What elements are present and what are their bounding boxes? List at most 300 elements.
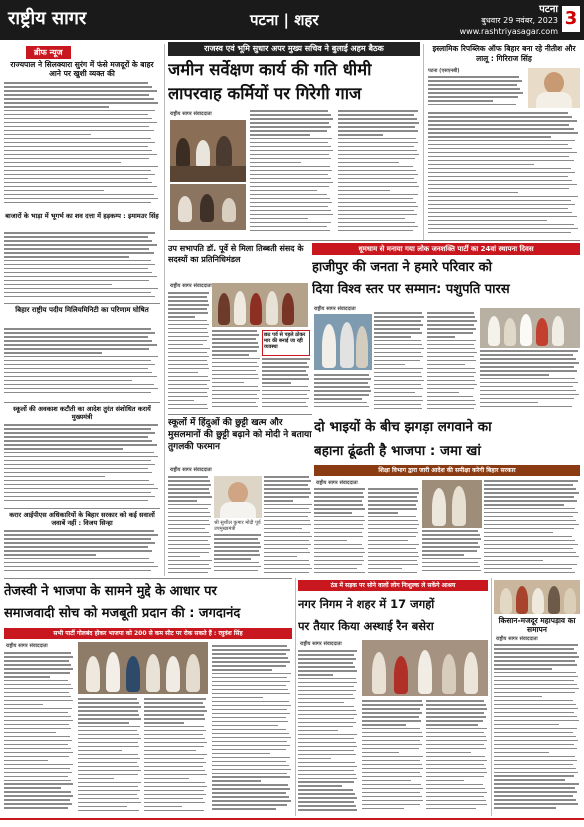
holiday-body-1 (168, 476, 212, 576)
tejashwi-band: सभी पार्टी गोलबंद होकर भाजपा को 200 से कम सीट पर रोक सकते हैं : रघुवंश सिंह (4, 628, 292, 639)
text-line (4, 452, 154, 454)
text-line (422, 562, 478, 564)
text-line (298, 686, 354, 688)
text-line (212, 761, 286, 763)
farmer-byline: राष्ट्रीय सागर संवाददाता (496, 636, 538, 642)
text-line (262, 374, 308, 376)
text-line (298, 682, 357, 684)
text-line (78, 738, 141, 740)
text-line (250, 130, 327, 132)
text-line (298, 666, 355, 668)
text-line (338, 158, 415, 160)
text-line (212, 653, 286, 655)
text-line (368, 552, 418, 554)
text-line (4, 194, 154, 196)
text-line (4, 768, 70, 770)
text-line (484, 548, 573, 550)
text-line (4, 566, 158, 568)
text-line (4, 668, 73, 670)
tejashwi-body-3 (144, 698, 208, 814)
text-line (374, 316, 424, 318)
text-line (262, 358, 310, 360)
text-line (298, 778, 357, 780)
text-line (78, 782, 141, 784)
text-line (168, 556, 200, 558)
text-line (368, 516, 416, 518)
text-line (494, 676, 578, 678)
text-line (484, 540, 575, 542)
text-line (212, 693, 290, 695)
text-line (78, 806, 127, 808)
text-line (374, 324, 423, 326)
text-line (484, 516, 573, 518)
text-line (374, 396, 422, 398)
text-line (494, 652, 577, 654)
text-line (428, 180, 572, 182)
text-line (4, 728, 71, 730)
text-line (264, 568, 312, 570)
text-line (427, 324, 474, 326)
text-line (4, 656, 73, 658)
text-line (494, 732, 573, 734)
text-line (494, 672, 576, 674)
text-line (212, 342, 258, 344)
text-line (484, 532, 553, 534)
text-line (428, 92, 523, 94)
text-line (250, 110, 328, 112)
text-line (212, 749, 286, 751)
text-line (4, 428, 151, 430)
text-line (484, 492, 579, 494)
text-line (362, 720, 421, 722)
farmer-photo (494, 580, 580, 614)
text-line (338, 134, 383, 136)
text-line (338, 190, 390, 192)
text-line (144, 754, 207, 756)
text-line (168, 380, 210, 382)
text-line (426, 796, 484, 798)
text-line (144, 714, 204, 716)
text-line (427, 336, 455, 338)
text-line (78, 710, 138, 712)
text-line (250, 218, 308, 220)
text-line (494, 752, 549, 754)
text-line (4, 803, 72, 805)
masthead-website: www.rashtriyasagar.com (459, 27, 558, 36)
text-line (298, 754, 356, 756)
text-line (168, 532, 209, 534)
ljp-headline-1: हाजीपुर की जनता ने हमारे परिवार को (312, 260, 493, 275)
text-line (144, 710, 207, 712)
text-line (298, 662, 353, 664)
text-line (338, 154, 419, 156)
text-line (427, 360, 476, 362)
text-line (78, 750, 122, 752)
text-line (168, 308, 207, 310)
text-line (484, 520, 576, 522)
text-line (212, 350, 257, 352)
text-line (4, 456, 158, 458)
text-line (262, 390, 310, 392)
text-line (428, 200, 571, 202)
text-line (298, 766, 357, 768)
text-line (212, 705, 291, 707)
text-line (264, 560, 309, 562)
text-line (494, 680, 574, 682)
text-line (422, 546, 480, 548)
text-line (422, 558, 481, 560)
bjp-headline-2: बहाना ढूंढती है भाजपा : जमा खां (314, 443, 481, 459)
text-line (426, 800, 486, 802)
text-line (4, 268, 148, 270)
text-line (427, 376, 474, 378)
text-line (298, 785, 342, 787)
text-line (428, 228, 578, 230)
text-line (426, 744, 484, 746)
text-line (338, 170, 416, 172)
text-line (298, 702, 344, 704)
text-line (4, 795, 73, 797)
text-line (168, 344, 203, 346)
text-line (484, 564, 577, 566)
text-line (4, 158, 149, 160)
text-line (4, 752, 73, 754)
text-line (264, 572, 309, 574)
text-line (168, 560, 212, 562)
pulse-story-body-1 (168, 292, 210, 412)
text-line (4, 448, 123, 450)
text-line (4, 488, 158, 490)
text-line (422, 534, 480, 536)
text-line (4, 276, 157, 278)
text-line (250, 226, 327, 228)
text-line (314, 516, 364, 518)
text-line (362, 704, 423, 706)
text-line (374, 348, 424, 350)
text-line (427, 388, 474, 390)
section-title: पटना | शहर (250, 11, 319, 29)
text-line (428, 220, 547, 222)
text-line (314, 524, 363, 526)
text-line (484, 528, 574, 530)
text-line (168, 480, 210, 482)
text-line (298, 809, 357, 811)
text-line (338, 218, 405, 220)
text-line (4, 744, 68, 746)
text-line (4, 244, 157, 246)
text-line (250, 158, 331, 160)
text-line (428, 104, 516, 106)
text-line (374, 344, 422, 346)
text-line (78, 714, 139, 716)
text-line (494, 772, 578, 774)
text-line (314, 532, 362, 534)
text-line (212, 657, 288, 659)
text-line (494, 740, 578, 742)
text-line (4, 150, 152, 152)
text-line (428, 80, 522, 82)
text-line (168, 400, 194, 402)
column-divider (423, 44, 424, 240)
text-line (338, 230, 413, 232)
meeting-photo-2 (170, 184, 246, 230)
text-line (262, 382, 291, 384)
text-line (212, 701, 289, 703)
text-line (338, 226, 418, 228)
text-line (338, 138, 416, 140)
text-line (78, 726, 140, 728)
text-line (4, 732, 56, 734)
text-line (168, 504, 211, 506)
text-line (144, 774, 207, 776)
text-line (78, 766, 139, 768)
inset-title: छठ पर्व से पहले ठोकर मार की बनाई जा रही व्यवस्था (264, 332, 306, 350)
text-line (4, 700, 73, 702)
text-line (250, 194, 327, 196)
text-line (144, 734, 203, 736)
text-line (426, 732, 484, 734)
text-line (4, 688, 73, 690)
text-line (338, 186, 419, 188)
text-line (168, 508, 208, 510)
top-story-body-1 (250, 110, 334, 234)
text-line (362, 712, 422, 714)
text-line (426, 708, 487, 710)
text-line (250, 182, 333, 184)
text-line (212, 792, 286, 794)
text-line (168, 352, 207, 354)
text-line (480, 406, 572, 408)
text-line (4, 684, 71, 686)
text-line (78, 770, 141, 772)
text-line (484, 496, 574, 498)
text-line (144, 778, 189, 780)
text-line (374, 352, 421, 354)
text-line (422, 566, 480, 568)
text-line (212, 390, 260, 392)
text-line (426, 768, 486, 770)
text-line (362, 796, 422, 798)
text-line (494, 708, 578, 710)
text-line (494, 768, 576, 770)
text-line (4, 500, 148, 502)
text-line (427, 344, 474, 346)
text-line (264, 540, 309, 542)
text-line (78, 762, 137, 764)
text-line (494, 648, 574, 650)
text-line (144, 726, 204, 728)
column-divider (295, 578, 296, 816)
text-line (480, 366, 574, 368)
text-line (4, 272, 152, 274)
text-line (4, 444, 157, 446)
text-line (4, 472, 152, 474)
section-rule (4, 578, 292, 579)
text-line (264, 532, 310, 534)
text-line (426, 792, 487, 794)
text-line (494, 660, 575, 662)
text-line (480, 370, 577, 372)
text-line (314, 500, 362, 502)
tejashwi-body-4 (212, 645, 292, 814)
text-line (4, 154, 157, 156)
text-line (480, 350, 578, 352)
text-line (484, 544, 578, 546)
text-line (168, 496, 212, 498)
text-line (428, 84, 517, 86)
text-line (338, 194, 418, 196)
text-line (4, 570, 151, 572)
text-line (168, 368, 209, 370)
text-line (428, 232, 571, 234)
text-line (250, 138, 332, 140)
text-line (4, 344, 157, 346)
text-line (374, 360, 420, 362)
text-line (168, 564, 209, 566)
text-line (4, 102, 158, 104)
text-line (4, 704, 43, 706)
text-line (314, 382, 368, 384)
text-line (250, 166, 330, 168)
text-line (4, 260, 151, 262)
text-line (4, 292, 151, 294)
text-line (4, 82, 148, 84)
text-line (374, 404, 421, 406)
text-line (250, 214, 333, 216)
text-line (428, 116, 572, 118)
text-line (374, 376, 422, 378)
rain-basera-photo (362, 640, 488, 696)
giriraj-photo (528, 68, 580, 108)
text-line (168, 332, 208, 334)
text-line (168, 340, 207, 342)
rjd-meeting-photo (78, 642, 208, 694)
text-line (250, 118, 333, 120)
text-line (494, 724, 559, 726)
text-line (4, 672, 70, 674)
text-line (250, 190, 317, 192)
text-line (314, 520, 365, 522)
text-line (338, 174, 418, 176)
text-line (168, 356, 209, 358)
text-line (338, 118, 417, 120)
text-line (428, 192, 518, 194)
text-line (338, 214, 417, 216)
text-line (4, 799, 70, 801)
tejashwi-byline: राष्ट्रीय सागर संवाददाता (6, 643, 48, 649)
text-line (214, 558, 251, 560)
text-line (212, 661, 290, 663)
text-line (4, 720, 73, 722)
text-line (368, 492, 419, 494)
text-line (338, 198, 413, 200)
text-line (314, 504, 363, 506)
text-line (428, 204, 575, 206)
text-line (264, 528, 302, 530)
text-line (314, 556, 363, 558)
brief-headline-4: स्कूलों की अवकाश कटौती का आदेश तुरंत संशोधित करायें मुख्यमंत्री (4, 402, 160, 421)
bjp-body-2 (368, 488, 420, 576)
text-line (427, 396, 473, 398)
text-line (428, 88, 520, 90)
text-line (374, 368, 423, 370)
text-line (262, 402, 306, 404)
text-line (298, 710, 356, 712)
text-line (212, 765, 289, 767)
text-line (212, 721, 288, 723)
text-line (4, 432, 155, 434)
top-story-kicker: राजस्व एवं भूमि सुधार अपर मुख्य सचिव ने बुलाई अहम बैठक (168, 42, 420, 56)
text-line (4, 484, 154, 486)
text-line (168, 328, 207, 330)
text-line (4, 692, 69, 694)
text-line (4, 476, 105, 478)
text-line (262, 398, 309, 400)
text-line (212, 713, 290, 715)
text-line (484, 568, 572, 570)
brief-body-1 (4, 82, 160, 208)
text-line (362, 788, 423, 790)
text-line (4, 748, 71, 750)
text-line (374, 392, 415, 394)
text-line (484, 536, 572, 538)
text-line (212, 776, 290, 778)
text-line (427, 380, 475, 382)
text-line (168, 568, 211, 570)
farmer-body (494, 644, 580, 814)
text-line (428, 224, 574, 226)
text-line (368, 532, 418, 534)
text-line (426, 808, 476, 810)
text-line (314, 512, 352, 514)
text-line (362, 792, 420, 794)
text-line (4, 772, 72, 774)
text-line (298, 746, 357, 748)
text-line (168, 372, 198, 374)
text-line (427, 356, 474, 358)
text-line (428, 156, 569, 158)
text-line (484, 488, 576, 490)
nagar-body-1 (298, 650, 358, 814)
text-line (4, 550, 152, 552)
pulse-story-body-2 (212, 330, 260, 412)
text-line (78, 786, 138, 788)
text-line (374, 400, 423, 402)
text-line (374, 312, 422, 314)
text-line (338, 202, 416, 204)
masthead (0, 0, 584, 40)
section-rule (168, 414, 312, 415)
text-line (494, 744, 574, 746)
text-line (4, 348, 149, 350)
text-line (212, 673, 291, 675)
text-line (264, 552, 310, 554)
text-line (264, 488, 310, 490)
text-line (212, 804, 287, 806)
text-line (4, 562, 154, 564)
text-line (144, 782, 205, 784)
text-line (264, 508, 309, 510)
text-line (78, 722, 129, 724)
text-line (298, 722, 356, 724)
text-line (368, 544, 419, 546)
text-line (212, 398, 259, 400)
text-line (262, 362, 307, 364)
text-line (4, 716, 71, 718)
text-line (4, 110, 155, 112)
text-line (426, 756, 485, 758)
text-line (4, 198, 158, 200)
